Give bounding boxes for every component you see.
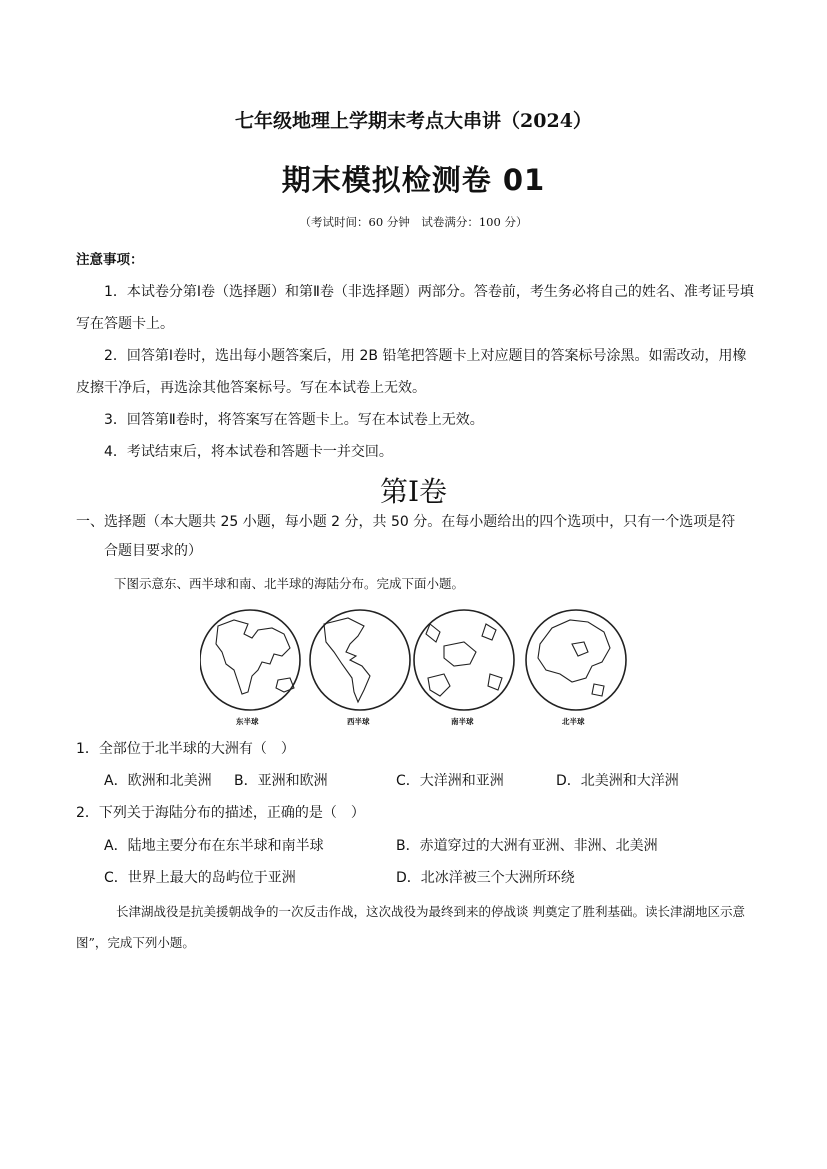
section-heading-line2: 合题目要求的） (104, 543, 202, 559)
south-hemisphere-globe (414, 610, 514, 710)
note-item-2: 2．回答第Ⅰ卷时，选出每小题答案后，用 2B 铅笔把答题卡上对应题目的答案标号涂黑。如需改动，用橡皮擦干净后，再选涂其他答案标号。写在本试卷上无效。 (76, 348, 747, 396)
question-2-stem: 2．下列关于海陆分布的描述，正确的是（ ） (76, 805, 365, 821)
east-hemisphere-globe (200, 610, 300, 710)
section-heading (76, 508, 756, 566)
label-south-hemisphere: 南半球 (451, 717, 474, 726)
exam-info: （考试时间：60 分钟 试卷满分：100 分） (299, 215, 528, 229)
question-2-option-b: B．赤道穿过的大洲有亚洲、非洲、北美洲 (396, 838, 658, 854)
section-heading-line1: 一、选择题（本大题共 25 小题，每小题 2 分，共 50 分。在每小题给出的四个选项中，只有一个选项是符 (76, 514, 736, 530)
label-north-hemisphere: 北半球 (562, 717, 585, 726)
note-item-1: 1．本试卷分第Ⅰ卷（选择题）和第Ⅱ卷（非选择题）两部分。答卷前，考生务必将自己的姓名、准考证号填写在答题卡上。 (76, 284, 754, 332)
question-1-option-c: C．大洋洲和亚洲 (396, 773, 504, 789)
question-1-stem: 1．全部位于北半球的大洲有（ ） (76, 741, 295, 757)
notes-heading: 注意事项： (76, 252, 144, 268)
north-hemisphere-globe (526, 610, 626, 710)
question-2-option-c: C．世界上最大的岛屿位于亚洲 (104, 870, 296, 886)
question-1-option-d: D．北美洲和大洋洲 (556, 773, 679, 789)
question-2-option-d: D．北冰洋被三个大洲所环绕 (396, 870, 575, 886)
question-1-option-a: A．欧洲和北美洲 (104, 773, 212, 789)
question-2-option-a: A．陆地主要分布在东半球和南半球 (104, 838, 324, 854)
west-hemisphere-globe (310, 610, 410, 710)
label-west-hemisphere: 西半球 (347, 717, 370, 726)
hemisphere-globes (200, 604, 630, 716)
reading-passage: 长津湖战役是抗美援朝战争的一次反击作战，这次战役为最终到来的停战谈 判奠定了胜利基础。读长津湖地区示意图”，完成下列小题。 (76, 904, 745, 950)
figure-intro: 下图示意东、西半球和南、北半球的海陆分布。完成下面小题。 (114, 576, 465, 591)
hemisphere-figure (200, 604, 630, 730)
label-east-hemisphere: 东半球 (236, 717, 259, 726)
question-1-option-b: B．亚洲和欧洲 (234, 773, 328, 789)
note-item-3: 3．回答第Ⅱ卷时，将答案写在答题卡上。写在本试卷上无效。 (104, 412, 484, 428)
paper-title: 期末模拟检测卷 01 (281, 163, 546, 197)
series-title: 七年级地理上学期末考点大串讲（2024） (235, 110, 592, 132)
part-one-title: 第Ⅰ卷 (379, 475, 448, 508)
note-item-4: 4．考试结束后，将本试卷和答题卡一并交回。 (104, 444, 393, 460)
